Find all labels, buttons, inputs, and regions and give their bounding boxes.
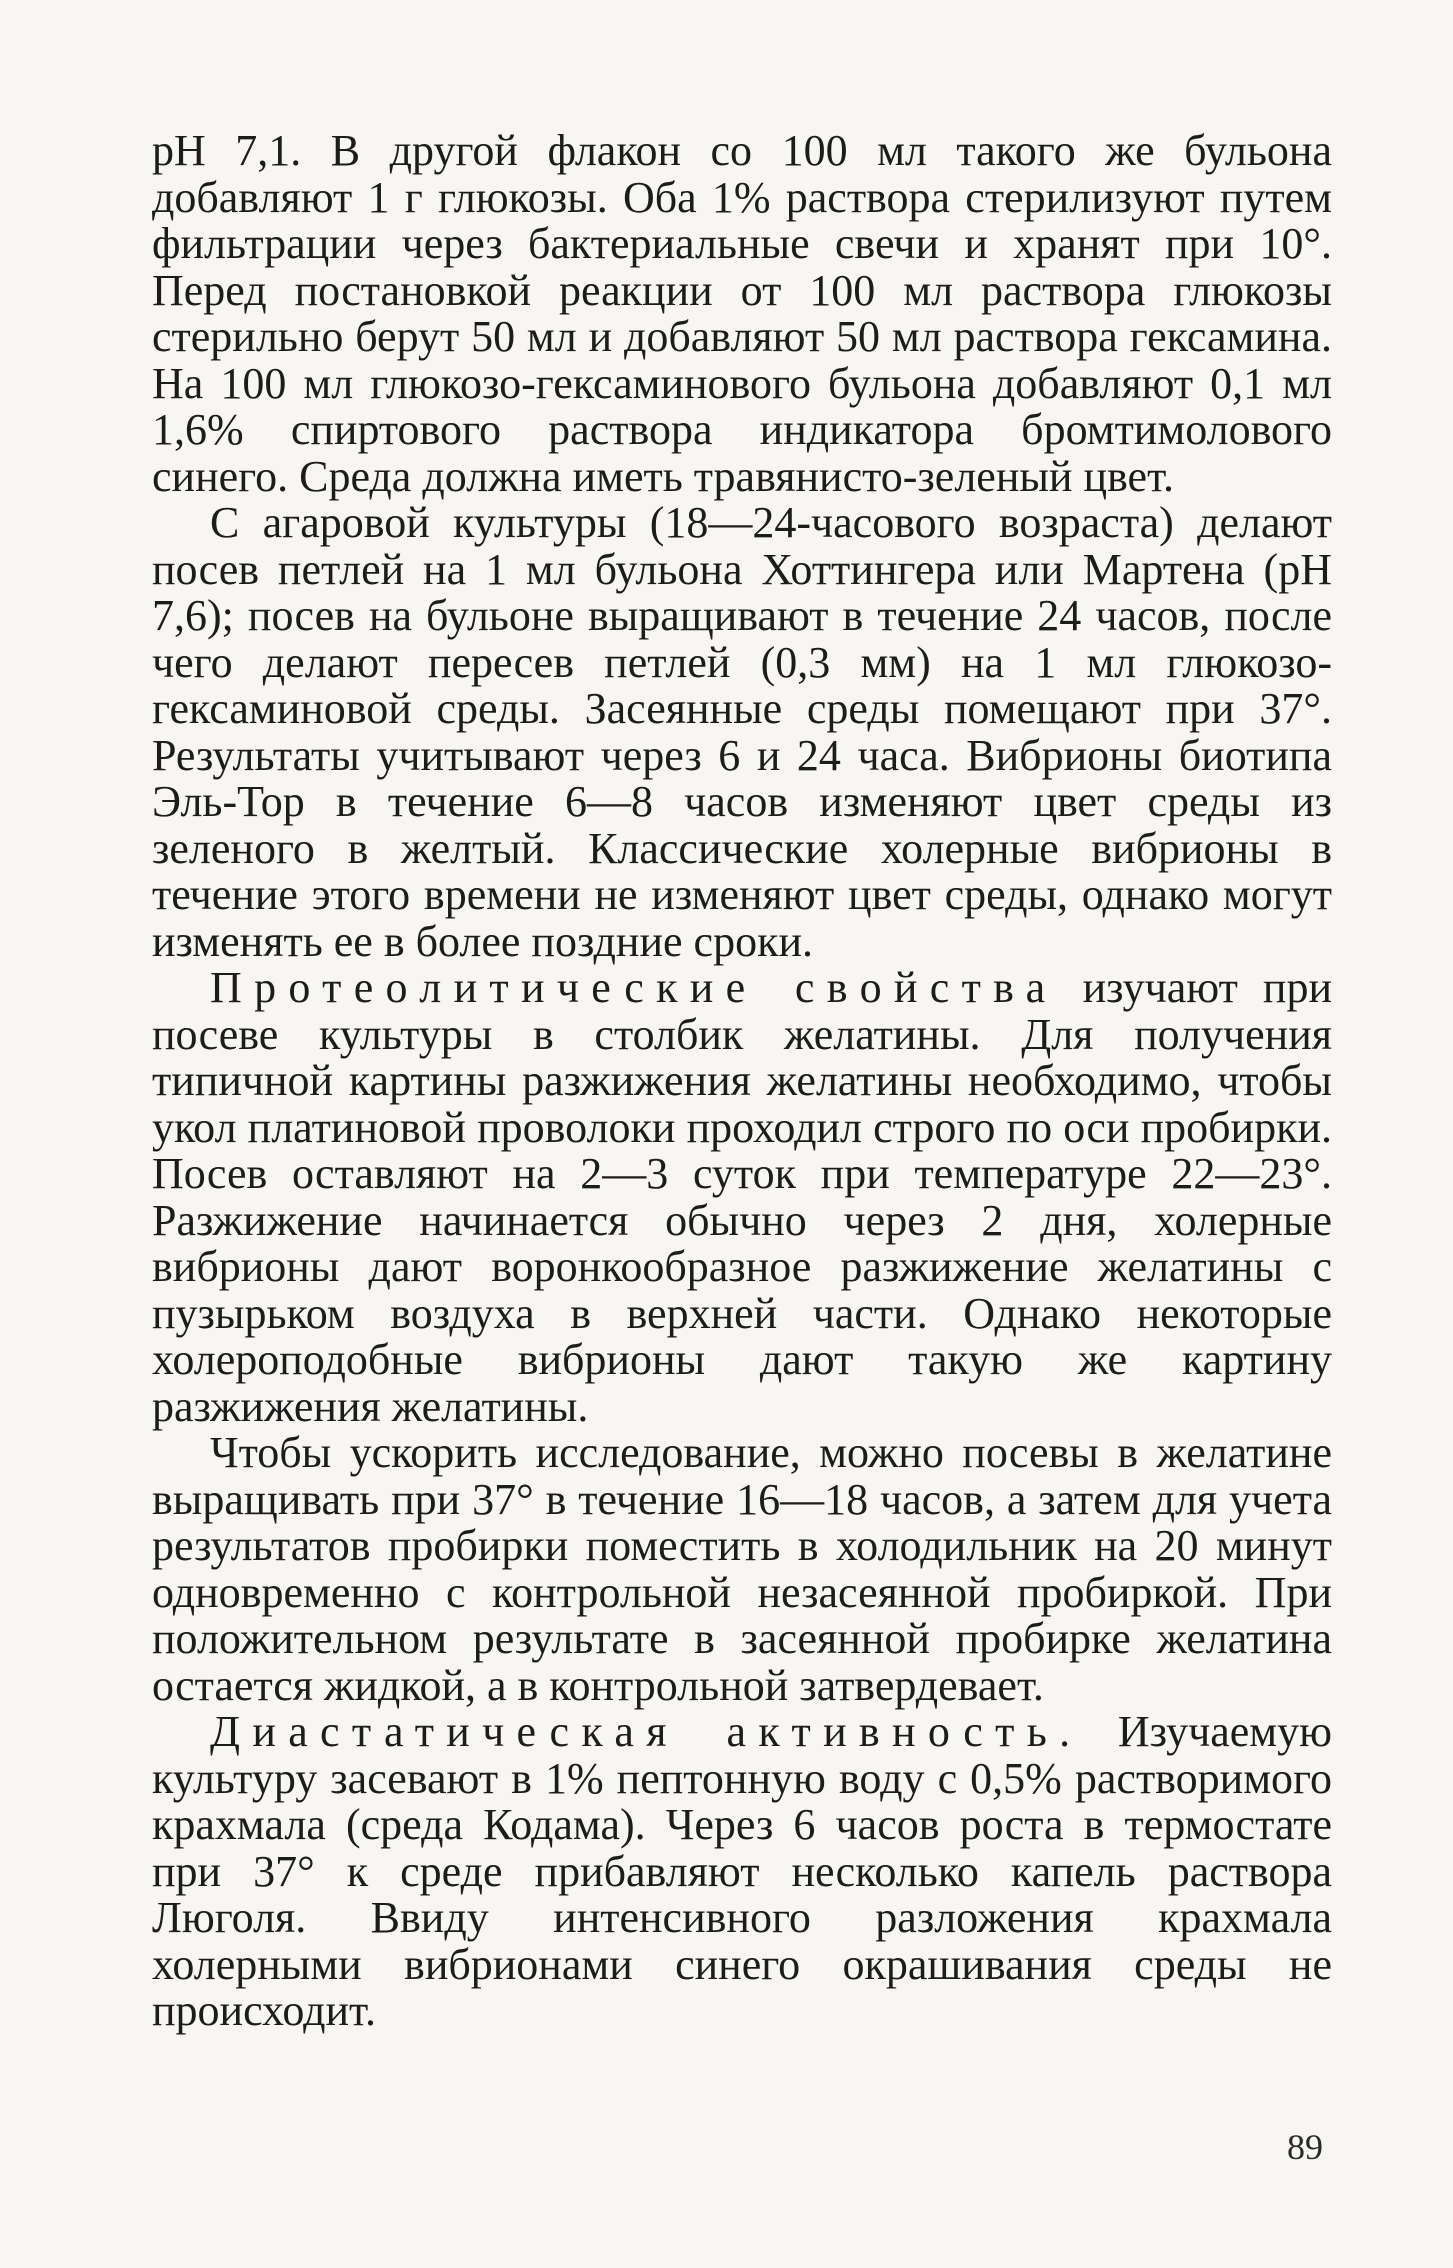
paragraph-1 (152, 128, 1332, 500)
paragraph-4-text: Чтобы ускорить исследование, можно посевы в желатине выращивать при 37° в течение 16—18 часов, а затем для учета результатов пробирки поместить в холодильник на 20 минут одновременно с контрольной незасеянной пробиркой. При положительном результате в засеянной пробирке желатина остается жидкой, а в контрольной затвердевает. (152, 1428, 1332, 1710)
paragraph-5-text: Изучаемую культуру засевают в 1% пептонную воду с 0,5% растворимого крахмала (среда Кодама). Через 6 часов роста в термостате при 37° к среде прибавляют несколько капель раствора Люголя. Ввиду интенсивного разложения крахмала холерными вибрионами синего окрашивания среды не происходит. (152, 1707, 1332, 2035)
body-text (152, 128, 1332, 2035)
paragraph-4 (152, 1430, 1332, 1709)
paragraph-3 (152, 965, 1332, 1430)
paragraph-3-lead: Протеолитические свойства (210, 963, 1058, 1012)
paragraph-5 (152, 1709, 1332, 2035)
paragraph-2 (152, 500, 1332, 965)
page-number: 89 (1287, 2127, 1323, 2167)
paragraph-2-text: С агаровой культуры (18—24-часового возраста) делают посев петлей на 1 мл бульона Хоттингера или Мартена (рН 7,6); посев на бульоне выращивают в течение 24 часов, после чего делают пересев петлей (0,3 мм) на 1 мл глюкозо-гексаминовой среды. Засеянные среды помещают при 37°. Результаты учитывают через 6 и 24 часа. Вибрионы биотипа Эль-Тор в течение 6—8 часов изменяют цвет среды из зеленого в желтый. Классические холерные вибрионы в течение этого времени не изменяют цвет среды, однако могут изменять ее в более поздние сроки. (152, 498, 1332, 966)
paragraph-3-text: изучают при посеве культуры в столбик желатины. Для получения типичной картины разжижения желатины необходимо, чтобы укол платиновой проволоки проходил строго по оси пробирки. Посев оставляют на 2—3 суток при температуре 22—23°. Разжижение начинается обычно через 2 дня, холерные вибрионы дают воронкообразное разжижение желатины с пузырьком воздуха в верхней части. Однако некоторые холероподобные вибрионы дают такую же картину разжижения желатины. (152, 963, 1333, 1431)
paragraph-5-lead: Диастатическая активность. (210, 1707, 1083, 1756)
paragraph-1-text: рН 7,1. В другой флакон со 100 мл такого же бульона добавляют 1 г глюкозы. Оба 1% раствора стерилизуют путем фильтрации через бактериальные свечи и хранят при 10°. Перед постановкой реакции от 100 мл раствора глюкозы стерильно берут 50 мл и добавляют 50 мл раствора гексамина. На 100 мл глюкозо-гексаминового бульона добавляют 0,1 мл 1,6% спиртового раствора индикатора бромтимолового синего. Среда должна иметь травянисто-зеленый цвет. (152, 126, 1332, 501)
